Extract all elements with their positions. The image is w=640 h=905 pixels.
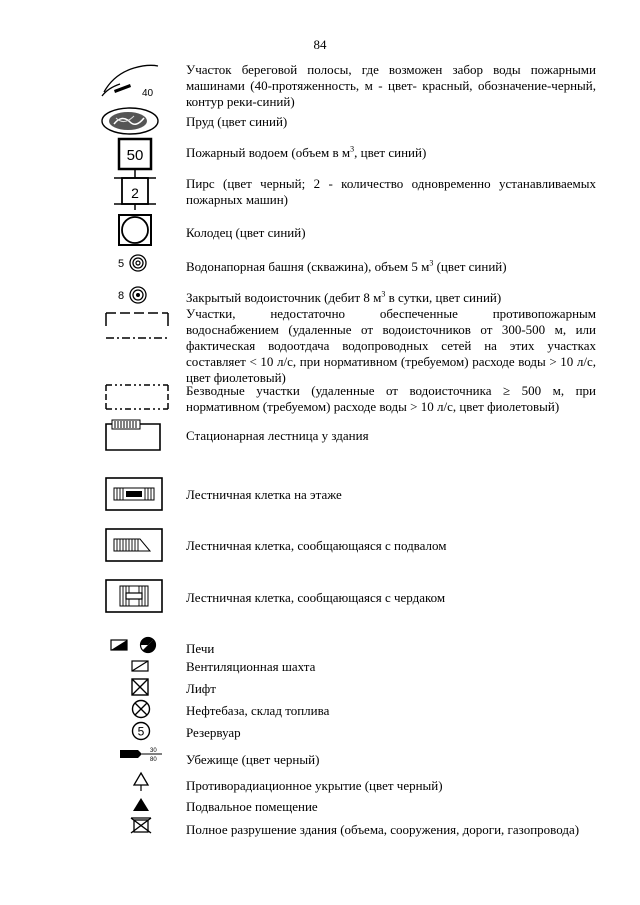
water-intake-length: 40 xyxy=(142,88,154,99)
entry-pier: Пирс (цвет черный; 2 - количество одновременно устанавливаемых пожарных машин) xyxy=(186,176,596,207)
ventilation-shaft-symbol xyxy=(131,659,149,673)
water-tower-volume: 5 xyxy=(118,258,125,270)
basement-symbol xyxy=(132,797,150,813)
elevator-symbol xyxy=(131,678,149,696)
entry-basement: Подвальное помещение xyxy=(186,799,318,814)
entry-stairwell-floor: Лестничная клетка на этаже xyxy=(186,487,342,502)
entry-shelter: Убежище (цвет черный) xyxy=(186,752,320,767)
tank-symbol xyxy=(131,721,151,741)
closed-source-debit: 8 xyxy=(118,290,125,302)
water-intake-symbol xyxy=(100,62,164,98)
stairwell-basement-symbol xyxy=(104,527,164,563)
pier-count: 2 xyxy=(131,185,139,201)
shelter-capacity-top: 30 xyxy=(150,748,157,754)
fire-reservoir-volume: 50 xyxy=(126,147,144,164)
shelter-capacity-bottom: 80 xyxy=(150,757,157,763)
tank-number: 5 xyxy=(137,724,145,739)
entry-stairwell-attic: Лестничная клетка, сообщающаяся с чердаком xyxy=(186,590,446,605)
shelter-symbol xyxy=(118,744,164,766)
entry-tank: Резервуар xyxy=(186,725,241,740)
entry-anti-radiation: Противорадиационное укрытие (цвет черный) xyxy=(186,778,443,793)
entry-water-intake: Участок береговой полосы, где возможен забор воды пожарными машинами (40-протяженность, м - цвет- красный, обозначение-черный, контур реки-синий) xyxy=(186,62,596,109)
stoves-symbol xyxy=(110,636,160,654)
insufficient-supply-symbol xyxy=(104,310,170,342)
destruction-symbol xyxy=(130,816,152,834)
entry-destruction: Полное разрушение здания (объема, сооружения, дороги, газопровода) xyxy=(186,822,580,837)
oil-depot-symbol xyxy=(131,699,151,719)
closed-source-symbol xyxy=(118,285,150,305)
entry-well: Колодец (цвет синий) xyxy=(186,225,306,240)
entry-stoves: Печи xyxy=(186,641,215,656)
entry-fire-reservoir: Пожарный водоем (объем в $м^3$, цвет синий) xyxy=(186,144,427,160)
pond-symbol xyxy=(100,106,160,136)
entry-insufficient-supply: Участки, недостаточно обеспеченные противопожарным водоснабжением (удаленные от водоисточников от 300-500 м, или фактическая водоотдача водопроводных сетей на этих участках составляет < 10 л/с, при нормативном (требуемом) расходе воды > 10 л/с, цвет фиолетовый) xyxy=(186,306,596,385)
fire-reservoir-symbol xyxy=(118,138,152,170)
entry-closed-source: Закрытый водоисточник (дебит 8 $м^3$ в сутки, цвет синий) xyxy=(186,289,502,305)
entry-ventilation-shaft: Вентиляционная шахта xyxy=(186,659,316,674)
entry-stairwell-basement: Лестничная клетка, сообщающаяся с подвалом xyxy=(186,538,447,553)
entry-pond: Пруд (цвет синий) xyxy=(186,114,288,129)
well-symbol xyxy=(118,214,152,246)
water-tower-symbol xyxy=(118,253,150,273)
page-number: 84 xyxy=(313,37,327,52)
entry-waterless: Безводные участки (удаленные от водоисточника ≥ 500 м, при нормативном (требуемом) расходе воды > 10 л/с, цвет фиолетовый) xyxy=(186,383,596,414)
stairwell-floor-symbol xyxy=(104,476,164,512)
anti-radiation-symbol xyxy=(132,771,150,793)
entry-stationary-stairs: Стационарная лестница у здания xyxy=(186,428,369,443)
waterless-symbol xyxy=(104,382,170,412)
stationary-stairs-symbol xyxy=(104,418,162,452)
entry-elevator: Лифт xyxy=(186,681,216,696)
pier-symbol xyxy=(114,168,156,210)
entry-water-tower: Водонапорная башня (скважина), объем 5 $м^3$ (цвет синий) xyxy=(186,258,507,274)
stairwell-attic-symbol xyxy=(104,578,164,614)
entry-oil-depot: Нефтебаза, склад топлива xyxy=(186,703,330,718)
